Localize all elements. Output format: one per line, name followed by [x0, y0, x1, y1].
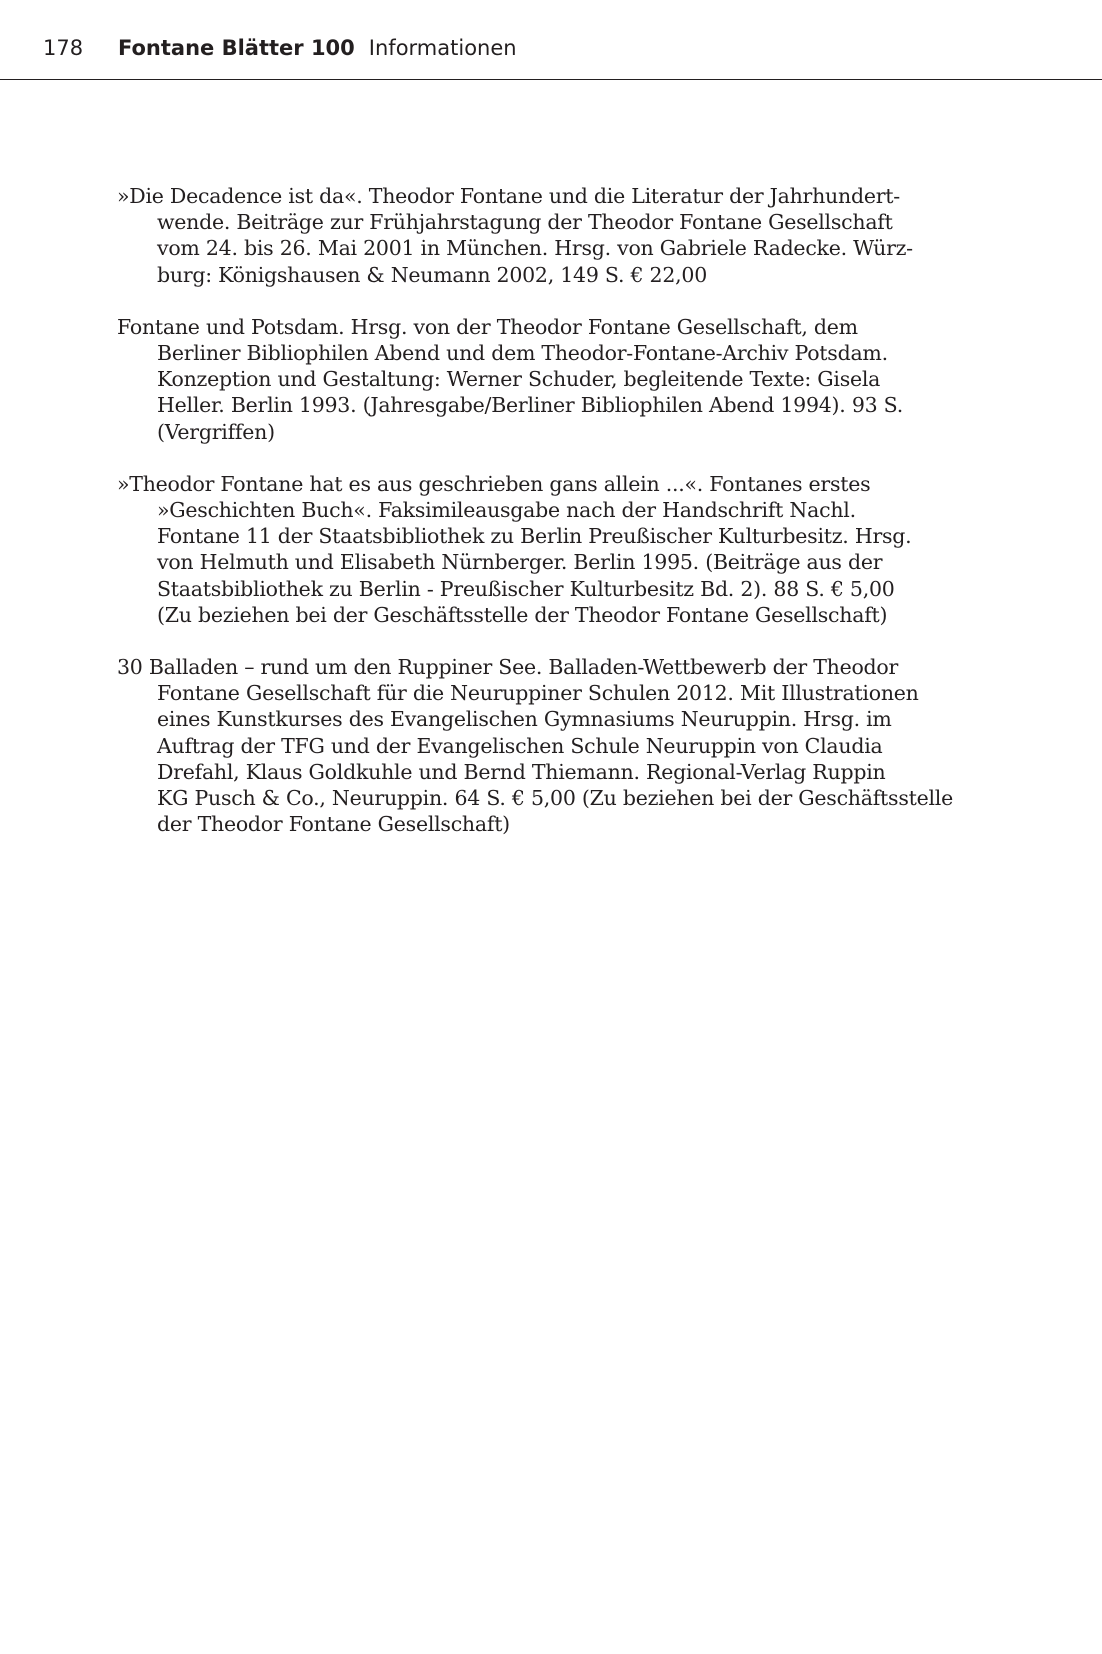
entry-line: (Vergriffen)	[157, 419, 275, 444]
entry-line: Fontane Gesellschaft für die Neuruppiner Schulen 2012. Mit Illustrationen	[157, 681, 919, 706]
bibliography-entry	[117, 314, 997, 445]
bibliography-entry	[117, 471, 997, 628]
entry-line: Fontane und Potsdam. Hrsg. von der Theodor Fontane Gesellschaft, dem	[117, 314, 858, 339]
entry-line: vom 24. bis 26. Mai 2001 in München. Hrsg. von Gabriele Radecke. Würz-	[157, 236, 913, 261]
entry-line: »Theodor Fontane hat es aus geschrieben gans allein ...«. Fontanes erstes	[117, 471, 871, 496]
journal-title: Fontane Blätter 100	[118, 36, 355, 60]
entry-line: eines Kunstkurses des Evangelischen Gymnasiums Neuruppin. Hrsg. im	[157, 707, 892, 732]
header-line	[43, 36, 517, 60]
entry-line: »Geschichten Buch«. Faksimileausgabe nach der Handschrift Nachl.	[157, 498, 856, 523]
entry-line: »Die Decadence ist da«. Theodor Fontane und die Literatur der Jahrhundert-	[117, 184, 900, 208]
running-header	[0, 0, 1102, 80]
entry-line: Fontane 11 der Staatsbibliothek zu Berlin Preußischer Kulturbesitz. Hrsg.	[157, 524, 912, 549]
entry-line: Auftrag der TFG und der Evangelischen Schule Neuruppin von Claudia	[157, 733, 883, 758]
entry-line: Berliner Bibliophilen Abend und dem Theodor-Fontane-Archiv Potsdam.	[157, 341, 888, 366]
entry-line: KG Pusch & Co., Neuruppin. 64 S. € 5,00 (Zu beziehen bei der Geschäftsstelle	[157, 786, 953, 811]
bibliography-list	[117, 183, 997, 863]
page-number: 178	[43, 36, 84, 60]
entry-line: Staatsbibliothek zu Berlin - Preußischer Kulturbesitz Bd. 2). 88 S. € 5,00	[157, 576, 895, 601]
entry-line: (Zu beziehen bei der Geschäftsstelle der Theodor Fontane Gesellschaft)	[157, 602, 888, 627]
bibliography-entry	[117, 183, 997, 288]
entry-line: burg: Königshausen & Neumann 2002, 149 S. € 22,00	[157, 262, 707, 287]
bibliography-entry	[117, 654, 997, 837]
entry-line: Drefahl, Klaus Goldkuhle und Bernd Thiemann. Regional-Verlag Ruppin	[157, 759, 886, 784]
entry-line: der Theodor Fontane Gesellschaft)	[157, 812, 510, 837]
entry-line: Konzeption und Gestaltung: Werner Schuder, begleitende Texte: Gisela	[157, 367, 881, 392]
entry-line: von Helmuth und Elisabeth Nürnberger. Berlin 1995. (Beiträge aus der	[157, 550, 883, 575]
entry-line: Heller. Berlin 1993. (Jahresgabe/Berliner Bibliophilen Abend 1994). 93 S.	[157, 393, 903, 418]
entry-line: wende. Beiträge zur Frühjahrstagung der Theodor Fontane Gesellschaft	[157, 210, 893, 235]
entry-line: 30 Balladen – rund um den Ruppiner See. Balladen-Wettbewerb der Theodor	[117, 655, 899, 680]
section-name: Informationen	[368, 36, 517, 60]
